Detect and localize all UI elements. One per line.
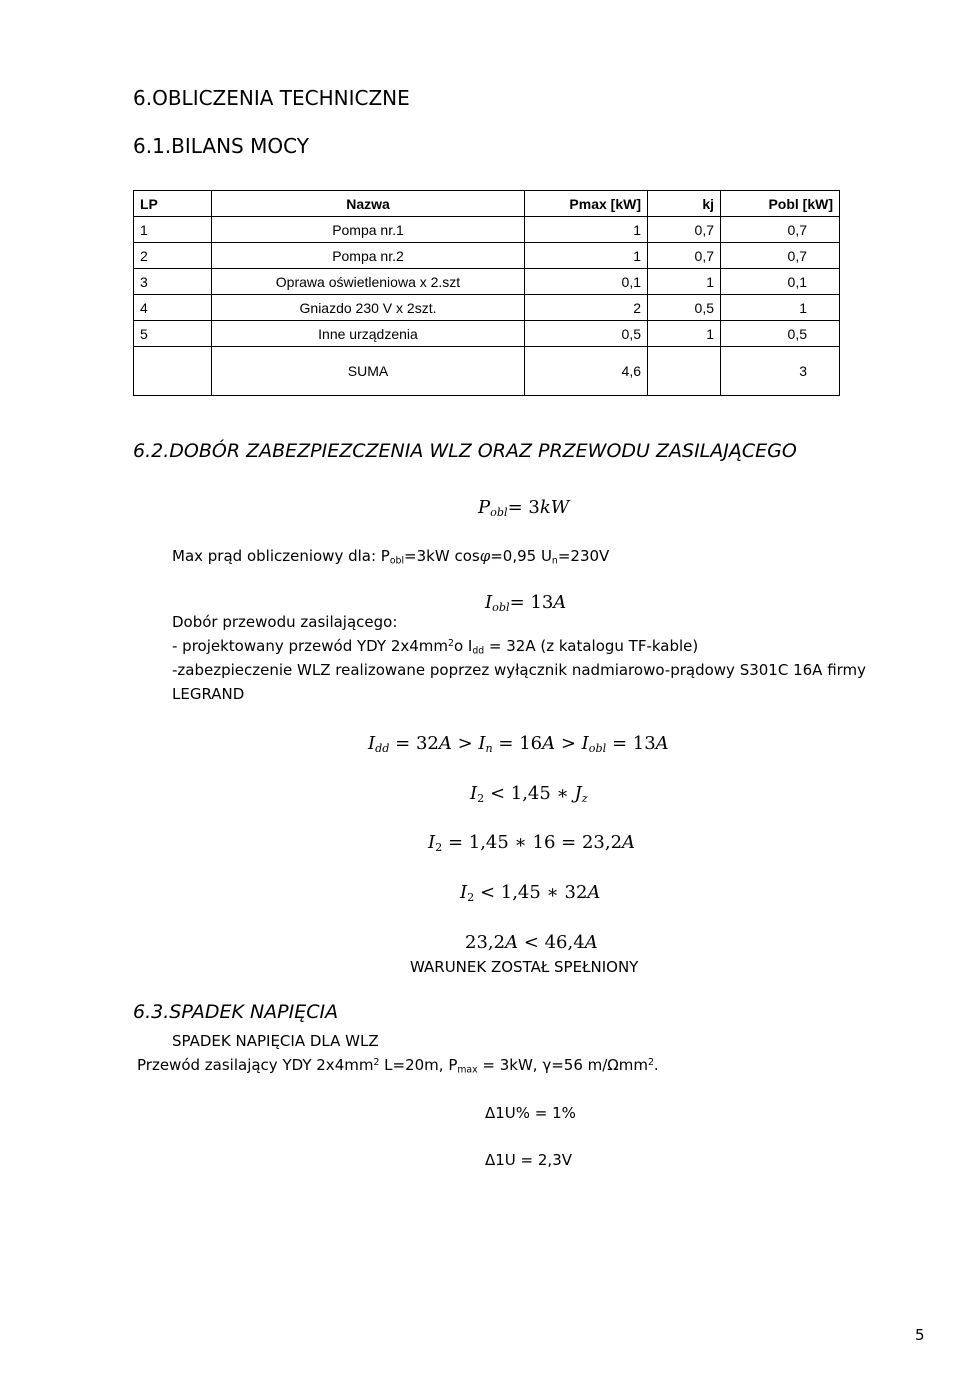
header-pmax: Pmax [kW] xyxy=(525,191,648,217)
projekt-line: - projektowany przewód YDY $2x4mm^2o$ $I_{dd} = 32A$ (z katalogu TF-kable) xyxy=(172,637,699,657)
max-current-line: Max prąd obliczeniowy dla: $P_{obl}=3kW$ cosφ=0,95 $U_n=230V$ xyxy=(172,547,610,567)
table-row xyxy=(134,321,840,347)
spadek-subtitle: SPADEK NAPIĘCIA DLA WLZ xyxy=(172,1032,379,1050)
table-row xyxy=(134,295,840,321)
header-lp: LP xyxy=(134,191,212,217)
cell-kj: 1 xyxy=(648,269,721,295)
cell-kj: 0,5 xyxy=(648,295,721,321)
cell-pmax: 1 xyxy=(525,217,648,243)
cell-nazwa: Pompa nr.1 xyxy=(212,217,525,243)
heading-section-6: 6.OBLICZENIA TECHNICZNE xyxy=(133,86,410,110)
dobor-label: Dobór przewodu zasilającego: xyxy=(172,613,398,631)
cell-lp: 5 xyxy=(134,321,212,347)
cell-empty xyxy=(134,347,212,396)
cell-pmax: 0,5 xyxy=(525,321,648,347)
cell-pobl: 0,7 xyxy=(721,217,840,243)
cell-empty xyxy=(648,347,721,396)
cell-nazwa: Oprawa oświetleniowa x 2.szt xyxy=(212,269,525,295)
cell-lp: 1 xyxy=(134,217,212,243)
delta-u-volt: Δ1U = 2,3V xyxy=(485,1151,573,1169)
cell-kj: 1 xyxy=(648,321,721,347)
heading-section-6-1: 6.1.BILANS MOCY xyxy=(133,134,309,158)
equation-iobl: $I_{obl}= 13A$ xyxy=(485,592,567,614)
cell-pmax: 1 xyxy=(525,243,648,269)
power-balance-table xyxy=(133,190,840,396)
table-row xyxy=(134,243,840,269)
table-row xyxy=(134,269,840,295)
cell-lp: 4 xyxy=(134,295,212,321)
table-header-row xyxy=(134,191,840,217)
page-number: 5 xyxy=(915,1326,925,1344)
cell-lp: 3 xyxy=(134,269,212,295)
delta-u-percent: Δ1U% = 1% xyxy=(485,1104,576,1122)
cell-nazwa: Inne urządzenia xyxy=(212,321,525,347)
cell-sum-pmax: 4,6 xyxy=(525,347,648,396)
cell-pobl: 0,5 xyxy=(721,321,840,347)
cell-pobl: 0,7 xyxy=(721,243,840,269)
heading-section-6-3: 6.3.SPADEK NAPIĘCIA xyxy=(133,1001,339,1023)
header-kj: kj xyxy=(648,191,721,217)
cell-pmax: 2 xyxy=(525,295,648,321)
cell-kj: 0,7 xyxy=(648,243,721,269)
cell-sum-label: SUMA xyxy=(212,347,525,396)
cell-sum-pobl: 3 xyxy=(721,347,840,396)
equation-i2-value: $I_2 = 1,45$ ∗ 16 = 23,2A xyxy=(428,832,636,854)
condition-text: WARUNEK ZOSTAŁ SPEŁNIONY xyxy=(410,958,639,976)
heading-section-6-2: 6.2.DOBÓR ZABEZPIEZCZENIA WLZ ORAZ PRZEWODU ZASILAJĄCEGO xyxy=(133,440,797,462)
cell-nazwa: Gniazdo 230 V x 2szt. xyxy=(212,295,525,321)
cell-kj: 0,7 xyxy=(648,217,721,243)
cell-pobl: 1 xyxy=(721,295,840,321)
legrand-line: LEGRAND xyxy=(172,685,245,703)
cell-lp: 2 xyxy=(134,243,212,269)
equation-i2-jz: $I_2 < 1,45$ ∗ $J_z$ xyxy=(470,783,588,805)
przewod-line: Przewód zasilający YDY $2x4mm^2$ L=20m, $P_{max} = 3kW$, γ=56 m/Ωmm$^2$. xyxy=(137,1056,659,1076)
table-row xyxy=(134,217,840,243)
cell-pobl: 0,1 xyxy=(721,269,840,295)
cell-pmax: 0,1 xyxy=(525,269,648,295)
table-sum-row xyxy=(134,347,840,396)
equation-pobl: $P_{obl}= 3kW$ xyxy=(478,497,570,519)
cell-nazwa: Pompa nr.2 xyxy=(212,243,525,269)
header-nazwa: Nazwa xyxy=(212,191,525,217)
equation-i2-32: $I_2 < 1,45$ ∗ 32A xyxy=(460,882,601,904)
equation-chain: $I_{dd} = 32A > I_n = 16A > I_{obl} = 13A$ xyxy=(368,733,669,755)
equation-final: 23,2A < 46,4A xyxy=(465,932,598,953)
zabezp-line: -zabezpieczenie WLZ realizowane poprzez wyłącznik nadmiarowo-prądowy S301C 16A firmy xyxy=(172,661,867,679)
header-pobl: Pobl [kW] xyxy=(721,191,840,217)
